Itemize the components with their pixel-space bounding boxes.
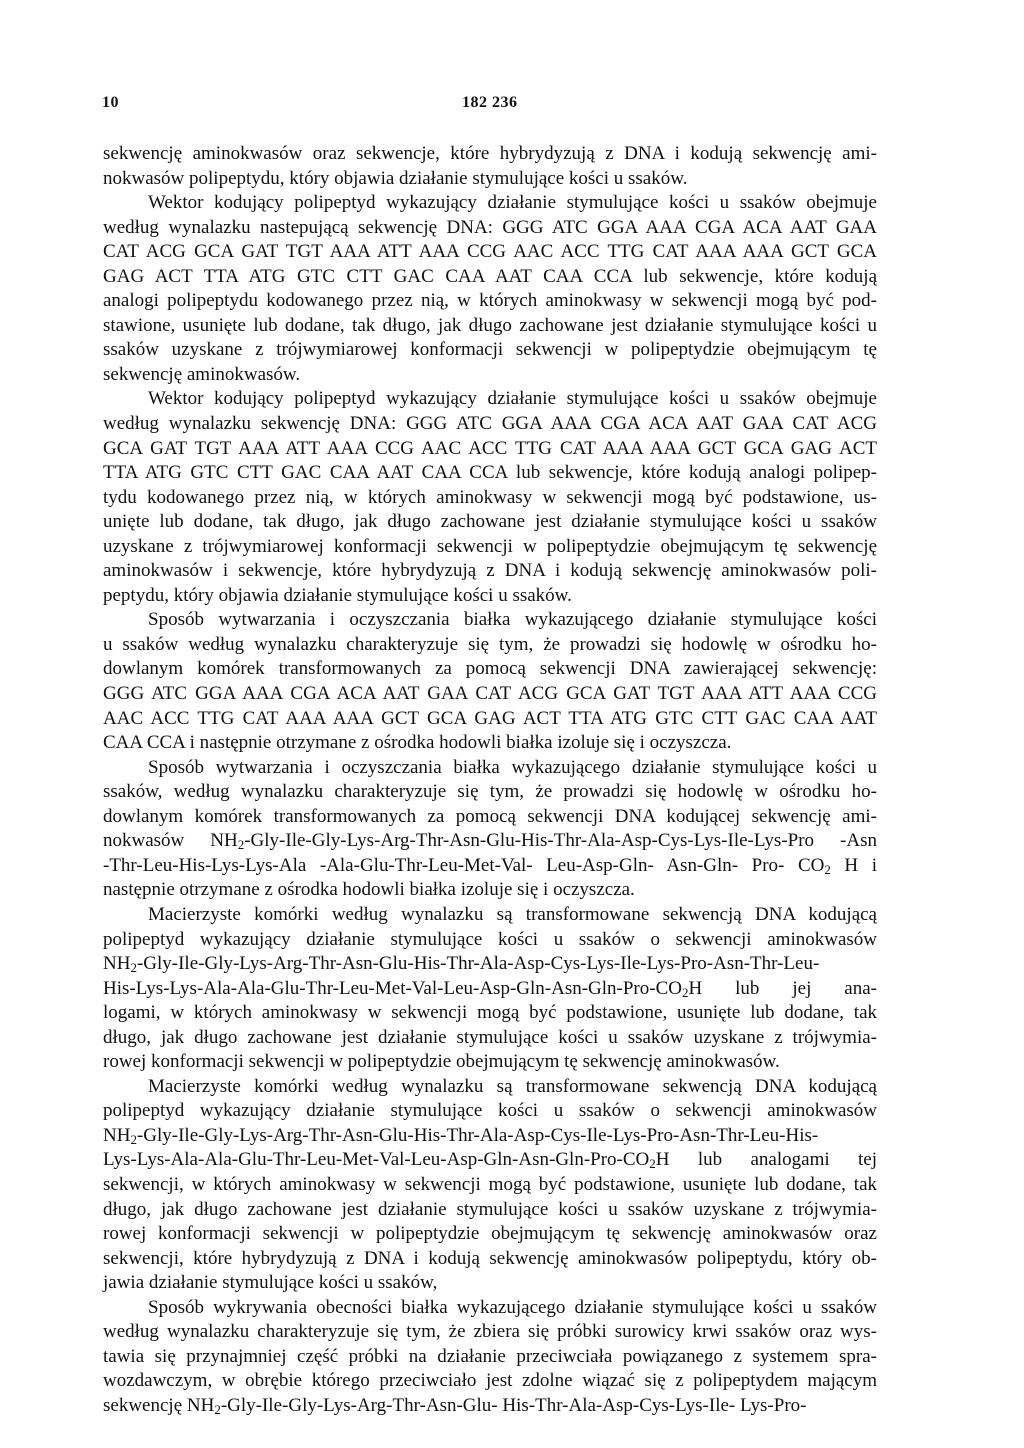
- text-segment: NH: [103, 1124, 131, 1146]
- text-line: [103, 854, 877, 879]
- text-line: [103, 1148, 877, 1173]
- text-segment: nokwasów NH: [103, 830, 238, 852]
- text-segment: His-Lys-Lys-Ala-Ala-Glu-Thr-Leu-Met-Val-Leu-Asp-Gln-Asn-Gln-Pro-CO: [103, 977, 682, 999]
- text-line: [103, 977, 877, 1002]
- text-line: według wynalazku sekwencję DNA: GGG ATC GGA AAA CGA ACA AAT GAA CAT ACG: [103, 413, 877, 435]
- text-line: sekwencję aminokwasów.: [103, 363, 301, 385]
- text-line: aminokwasów i sekwencje, które hybrydyzują z DNA i kodują sekwencję aminokwasów poli-: [103, 560, 877, 582]
- text-segment: -Thr-Leu-His-Lys-Lys-Ala -Ala-Glu-Thr-Leu-Met-Val- Leu-Asp-Gln- Asn-Gln- Pro- CO: [103, 854, 825, 876]
- text-line: GCA GAT TGT AAA ATT AAA CCG AAC ACC TTG CAT AAA AAA GCT GCA GAG ACT: [103, 437, 877, 459]
- text-line: polipeptyd wykazujący działanie stymulujące kości u ssaków o sekwencji aminokwasów: [103, 1100, 877, 1122]
- paragraph: [103, 608, 877, 755]
- subscript: 2: [214, 1401, 221, 1417]
- text-line: sekwencji, w których aminokwasy w sekwencji mogą być podstawione, usunięte lub dodane, tak: [103, 1173, 877, 1195]
- text-line: ssaków uzyskane z trójwymiarowej konformacji sekwencji w polipeptydzie obejmującym tę: [103, 339, 877, 361]
- paragraph: [103, 903, 877, 1075]
- text-line: polipeptyd wykazujący działanie stymulujące kości u ssaków o sekwencji aminokwasów: [103, 928, 877, 950]
- text-line: sekwencję aminokwasów oraz sekwencje, które hybrydyzują z DNA i kodują sekwencję ami-: [103, 143, 877, 164]
- text-line: Wektor kodujący polipeptyd wykazujący działanie stymulujące kości u ssaków obejmuje: [148, 192, 877, 214]
- subscript: 2: [681, 984, 689, 1000]
- paragraph: [103, 1075, 877, 1296]
- document-number: 182 236: [462, 94, 518, 111]
- text-line: rowej konformacji sekwencji w polipeptydzie obejmującym tę sekwencję aminokwasów.: [103, 1051, 780, 1073]
- text-line: stawione, usunięte lub dodane, tak długo, jak długo zachowane jest działanie stymulujące kości u: [103, 314, 877, 336]
- text-segment: NH: [103, 953, 131, 975]
- text-segment: Lys-Lys-Ala-Ala-Glu-Thr-Leu-Met-Val-Leu-Asp-Gln-Asn-Gln-Pro-CO: [103, 1149, 650, 1171]
- text-segment: H i: [830, 854, 877, 876]
- text-line: następnie otrzymane z ośrodka hodowli białka izoluje się i oczyszcza.: [103, 879, 635, 901]
- text-line: długo, jak długo zachowane jest działanie stymulujące kości u ssaków uzyskane z trójwymia-: [103, 1026, 877, 1048]
- text-segment: -Gly-Ile-Gly-Lys-Arg-Thr-Asn-Glu-His-Thr-Ala-Asp-Cys-Lys-Ile-Lys-Pro -Asn: [244, 830, 877, 852]
- text-line: jawia działanie stymulujące kości u ssaków,: [103, 1272, 438, 1294]
- text-line: logami, w których aminokwasy w sekwencji mogą być podstawione, usunięte lub dodane, tak: [103, 1002, 877, 1024]
- text-segment: -Gly-Ile-Gly-Lys-Arg-Thr-Asn-Glu-His-Thr-Ala-Asp-Cys-Ile-Lys-Pro-Asn-Thr-Leu-His-: [136, 1124, 819, 1146]
- text-line: CAT ACG GCA GAT TGT AAA ATT AAA CCG AAC ACC TTG CAT AAA AAA GCT GCA: [103, 241, 877, 263]
- subscript: 2: [237, 837, 245, 853]
- text-line: [103, 829, 877, 854]
- text-line: według wynalazku nastepującą sekwencję DNA: GGG ATC GGA AAA CGA ACA AAT GAA: [103, 216, 877, 238]
- text-line: u ssaków według wynalazku charakteryzuje się tym, że prowadzi się hodowlę w ośrodku ho-: [103, 633, 877, 655]
- text-line: Macierzyste komórki według wynalazku są transformowane sekwencją DNA kodującą: [148, 903, 877, 925]
- text-line: CAA CCA i następnie otrzymane z ośrodka hodowli białka izoluje się i oczyszcza.: [103, 732, 732, 754]
- text-line: tydu kodowanego przez nią, w których aminokwasy w sekwencji mogą być podstawione, us-: [103, 486, 877, 508]
- text-line: długo, jak długo zachowane jest działanie stymulujące kości u ssaków uzyskane z trójwymia-: [103, 1198, 877, 1220]
- paragraph: [103, 191, 877, 387]
- subscript: 2: [130, 1131, 137, 1147]
- paragraph: [103, 387, 877, 608]
- paragraph: [103, 142, 877, 191]
- text-line: uzyskane z trójwymiarowej konformacji sekwencji w polipeptydzie obejmującym tę sekwencję: [103, 535, 877, 557]
- text-line: Macierzyste komórki według wynalazku są transformowane sekwencją DNA kodującą: [148, 1075, 877, 1097]
- text-line: unięte lub dodane, tak długo, jak długo zachowane jest działanie stymulujące kości u ssaków: [103, 511, 877, 533]
- text-line: analogi polipeptydu kodowanego przez nią, w których aminokwasy w sekwencji mogą być pod-: [103, 290, 877, 312]
- text-line: GAG ACT TTA ATG GTC CTT GAC CAA AAT CAA CCA lub sekwencje, które kodują: [103, 265, 877, 287]
- text-line: wozdawczym, w obrębie którego przeciwciało jest zdolne wiązać się z polipeptydem mającym: [103, 1370, 877, 1392]
- text-segment: H lub jej ana-: [688, 977, 877, 999]
- text-line: AAC ACC TTG CAT AAA AAA GCT GCA GAG ACT TTA ATG GTC CTT GAC CAA AAT: [103, 707, 877, 729]
- text-line: Sposób wykrywania obecności białka wykazującego działanie stymulujące kości u ssaków: [148, 1296, 877, 1318]
- text-line: dowlanym komórek transformowanych za pomocą sekwencji DNA kodującej sekwencję ami-: [103, 805, 877, 827]
- text-line: Sposób wytwarzania i oczyszczania białka wykazującego działanie stymulujące kości u: [148, 756, 877, 778]
- text-line: sekwencji, które hybrydyzują z DNA i kodują sekwencję aminokwasów polipeptydu, który ob-: [103, 1247, 877, 1269]
- subscript: 2: [130, 960, 137, 976]
- text-line: peptydu, który objawia działanie stymulujące kości u ssaków.: [103, 584, 572, 606]
- text-line: rowej konformacji sekwencji w polipeptydzie obejmującym tę sekwencję aminokwasów oraz: [103, 1223, 877, 1245]
- paragraph: [103, 1296, 877, 1419]
- text-segment: -Gly-Ile-Gly-Lys-Arg-Thr-Asn-Glu- His-Thr-Ala-Asp-Cys-Lys-Ile- Lys-Pro-: [220, 1394, 807, 1416]
- text-line: ssaków, według wynalazku charakteryzuje się tym, że prowadzi się hodowlę w ośrodku ho-: [103, 781, 877, 803]
- text-line: TTA ATG GTC CTT GAC CAA AAT CAA CCA lub sekwencje, które kodują analogi polipep-: [103, 462, 877, 484]
- text-line: tawia się przynajmniej część próbki na działanie przeciwciała powiązanego z systemem spra-: [103, 1345, 877, 1367]
- page-number: 10: [102, 94, 119, 111]
- text-line: dowlanym komórek transformowanych za pomocą sekwencji DNA zawierającej sekwencję:: [103, 658, 877, 680]
- subscript: 2: [824, 861, 831, 877]
- text-line: [103, 1394, 877, 1419]
- text-segment: H lub analogami tej: [655, 1149, 877, 1171]
- text-line: Sposób wytwarzania i oczyszczania białka wykazującego działanie stymulujące kości: [148, 609, 877, 631]
- text-line: według wynalazku charakteryzuje się tym, że zbiera się próbki surowicy krwi ssaków oraz wys-: [103, 1321, 877, 1343]
- text-segment: -Gly-Ile-Gly-Lys-Arg-Thr-Asn-Glu-His-Thr-Ala-Asp-Cys-Lys-Ile-Lys-Pro-Asn-Thr-Leu-: [136, 953, 820, 975]
- text-line: nokwasów polipeptydu, który objawia działanie stymulujące kości u ssaków.: [103, 167, 688, 189]
- text-line: GGG ATC GGA AAA CGA ACA AAT GAA CAT ACG GCA GAT TGT AAA ATT AAA CCG: [103, 683, 877, 705]
- text-line: Wektor kodujący polipeptyd wykazujący działanie stymulujące kości u ssaków obejmuje: [148, 388, 877, 410]
- text-segment: sekwencję NH: [103, 1394, 215, 1416]
- document-body: [103, 142, 877, 1418]
- text-line: [103, 952, 877, 977]
- paragraph: [103, 756, 877, 903]
- text-line: [103, 1124, 877, 1149]
- subscript: 2: [649, 1156, 656, 1172]
